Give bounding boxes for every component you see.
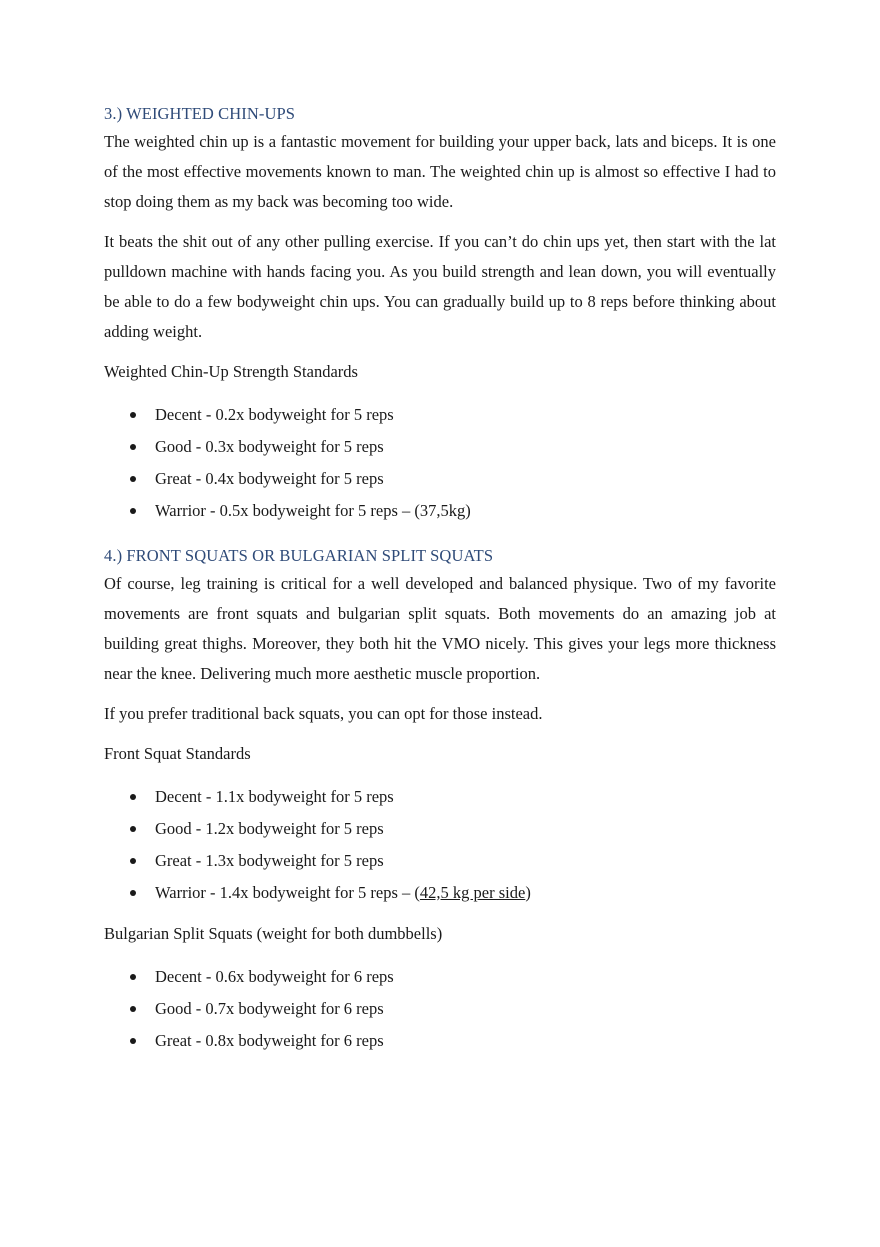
list-item: Decent - 0.6x bodyweight for 6 reps [104, 961, 776, 993]
list-item: Great - 0.8x bodyweight for 6 reps [104, 1025, 776, 1057]
bulgarian-title: Bulgarian Split Squats (weight for both dumbbells) [104, 924, 443, 943]
section-heading-weighted-chin-ups: 3.) WEIGHTED CHIN-UPS [104, 104, 296, 123]
paragraph: Of course, leg training is critical for a well developed and balanced physique. Two of my favorite movements are front squats and bulgarian split squats. Both movements do an amazing job at building great thighs. Moreover, they both hit the VMO nicely. This gives your legs more thickness near the knee. Delivering much more aesthetic muscle proportion. [104, 574, 776, 683]
list-item: Good - 0.7x bodyweight for 6 reps [104, 993, 776, 1025]
section-body-chin-ups [104, 127, 776, 527]
front-squat-standards-list [104, 781, 776, 909]
section-body-squats [104, 569, 776, 1057]
bulgarian-standards-list [104, 961, 776, 1057]
section-heading-front-squats: 4.) FRONT SQUATS OR BULGARIAN SPLIT SQUATS [104, 546, 494, 565]
list-item: Warrior - 0.5x bodyweight for 5 reps – (37,5kg) [104, 495, 776, 527]
chin-up-standards-list [104, 399, 776, 527]
bullet-icon [130, 890, 136, 896]
list-item: Good - 1.2x bodyweight for 5 reps [104, 813, 776, 845]
page-content [104, 103, 776, 1067]
standards-title: Weighted Chin-Up Strength Standards [104, 362, 358, 381]
bullet-icon [130, 412, 136, 418]
bullet-icon [130, 508, 136, 514]
paragraph: It beats the shit out of any other pulling exercise. If you can’t do chin ups yet, then start with the lat pulldown machine with hands facing you. As you build strength and lean down, you will eventually be able to do a few bodyweight chin ups. You can gradually build up to 8 reps before thinking about adding weight. [104, 232, 776, 341]
bullet-icon [130, 826, 136, 832]
bullet-icon [130, 1006, 136, 1012]
bullet-icon [130, 974, 136, 980]
paragraph: If you prefer traditional back squats, you can opt for those instead. [104, 704, 543, 723]
list-item: Good - 0.3x bodyweight for 5 reps [104, 431, 776, 463]
bullet-icon [130, 1038, 136, 1044]
bullet-icon [130, 444, 136, 450]
list-item: Warrior - 1.4x bodyweight for 5 reps – (42,5 kg per side) [104, 877, 776, 909]
bullet-icon [130, 794, 136, 800]
paragraph: The weighted chin up is a fantastic movement for building your upper back, lats and biceps. It is one of the most effective movements known to man. The weighted chin up is almost so effective I had to stop doing them as my back was becoming too wide. [104, 132, 776, 211]
list-item: Great - 0.4x bodyweight for 5 reps [104, 463, 776, 495]
list-item: Decent - 1.1x bodyweight for 5 reps [104, 781, 776, 813]
bullet-icon [130, 858, 136, 864]
list-item: Decent - 0.2x bodyweight for 5 reps [104, 399, 776, 431]
underlined-weight: 42,5 kg per side [419, 883, 526, 902]
list-item: Great - 1.3x bodyweight for 5 reps [104, 845, 776, 877]
front-squat-title: Front Squat Standards [104, 744, 251, 763]
bullet-icon [130, 476, 136, 482]
